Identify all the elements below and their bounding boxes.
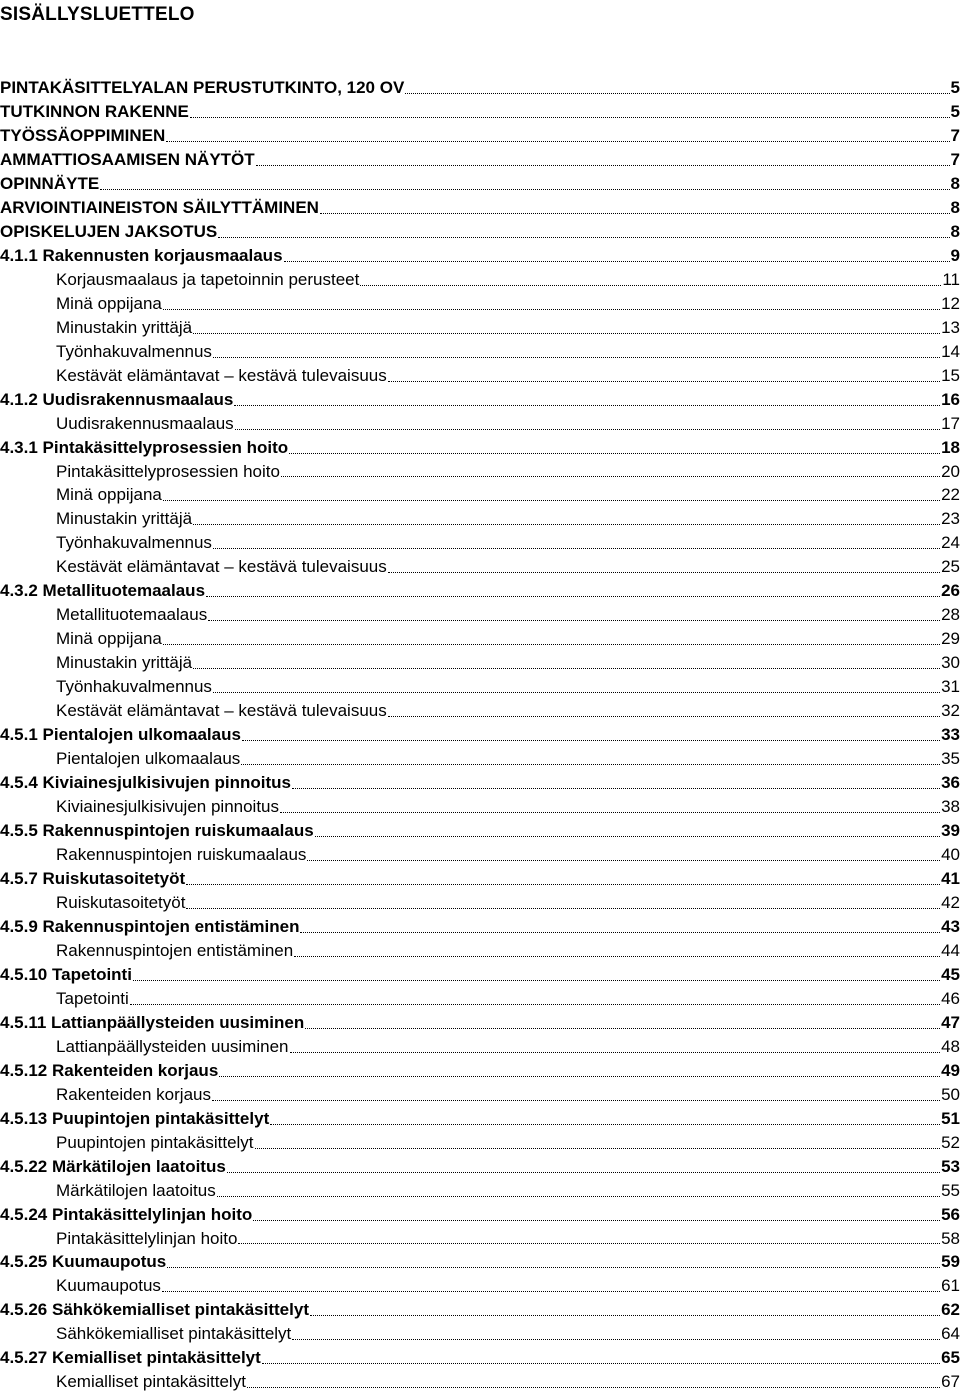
toc-entry-page-number: 32 bbox=[941, 701, 960, 721]
toc-entry-label: 4.5.27 Kemialliset pintakäsittelyt bbox=[0, 1348, 261, 1368]
dot-leader bbox=[290, 1052, 941, 1053]
toc-entry-page-number: 47 bbox=[941, 1012, 960, 1032]
toc-entry-page-number: 5 bbox=[950, 78, 960, 97]
toc-entry-label: 4.5.11 Lattianpäällysteiden uusiminen bbox=[0, 1012, 305, 1032]
toc-entry[interactable] bbox=[0, 268, 960, 292]
toc-entry[interactable] bbox=[0, 1083, 960, 1107]
toc-entry-label: 4.5.22 Märkätilojen laatoitus bbox=[0, 1156, 226, 1176]
toc-entry-page-number: 23 bbox=[941, 509, 960, 529]
toc-entry[interactable] bbox=[0, 412, 960, 436]
toc-entry-page-number: 44 bbox=[941, 940, 960, 960]
toc-entry-page-number: 55 bbox=[941, 1180, 960, 1200]
dot-leader bbox=[218, 237, 949, 238]
dot-leader bbox=[305, 1028, 940, 1029]
toc-entry-label: 4.5.10 Tapetointi bbox=[0, 964, 132, 984]
toc-entry-page-number: 28 bbox=[941, 605, 960, 625]
toc-entry[interactable] bbox=[0, 460, 960, 484]
toc-entry[interactable] bbox=[0, 1274, 960, 1298]
toc-list bbox=[0, 76, 960, 1394]
toc-entry-page-number: 36 bbox=[941, 773, 960, 793]
toc-entry[interactable] bbox=[0, 1179, 960, 1203]
toc-entry[interactable] bbox=[0, 1298, 960, 1322]
toc-entry-page-number: 5 bbox=[950, 101, 960, 121]
dot-leader bbox=[307, 860, 940, 861]
toc-entry-label: PINTAKÄSITTELYALAN PERUSTUTKINTO, 120 OV bbox=[0, 78, 405, 97]
toc-entry[interactable] bbox=[0, 867, 960, 891]
dot-leader bbox=[193, 333, 940, 334]
toc-entry[interactable] bbox=[0, 1107, 960, 1131]
toc-entry-page-number: 31 bbox=[941, 677, 960, 697]
dot-leader bbox=[163, 309, 940, 310]
toc-entry-label: 4.5.1 Pientalojen ulkomaalaus bbox=[0, 725, 241, 745]
toc-entry[interactable] bbox=[0, 1322, 960, 1346]
toc-entry-page-number: 18 bbox=[941, 437, 960, 457]
toc-entry[interactable] bbox=[0, 1011, 960, 1035]
dot-leader bbox=[193, 668, 940, 669]
toc-entry-label: Märkätilojen laatoitus bbox=[56, 1180, 216, 1200]
toc-entry-label: 4.5.4 Kiviainesjulkisivujen pinnoitus bbox=[0, 773, 291, 793]
toc-entry-label: Minä oppijana bbox=[56, 293, 162, 313]
toc-entry-label: Sähkökemialliset pintakäsittelyt bbox=[56, 1324, 292, 1344]
toc-entry[interactable] bbox=[0, 340, 960, 364]
dot-leader bbox=[166, 141, 949, 142]
toc-entry[interactable] bbox=[0, 627, 960, 651]
toc-entry-label: Kestävät elämäntavat – kestävä tulevaisuus bbox=[56, 365, 387, 385]
toc-entry-page-number: 14 bbox=[941, 341, 960, 361]
toc-entry-page-number: 65 bbox=[941, 1348, 960, 1368]
toc-entry[interactable] bbox=[0, 507, 960, 531]
dot-leader bbox=[206, 596, 940, 597]
toc-entry-label: 4.5.5 Rakennuspintojen ruiskumaalaus bbox=[0, 821, 314, 841]
toc-entry-label: 4.3.2 Metallituotemaalaus bbox=[0, 581, 206, 601]
dot-leader bbox=[270, 1124, 940, 1125]
toc-entry-page-number: 39 bbox=[941, 821, 960, 841]
toc-entry-page-number: 24 bbox=[941, 533, 960, 553]
toc-entry-page-number: 53 bbox=[941, 1156, 960, 1176]
dot-leader bbox=[234, 405, 940, 406]
dot-leader bbox=[186, 884, 940, 885]
dot-leader bbox=[300, 932, 940, 933]
toc-entry[interactable] bbox=[0, 316, 960, 340]
toc-entry-label: Lattianpäällysteiden uusiminen bbox=[56, 1036, 289, 1056]
dot-leader bbox=[388, 381, 940, 382]
toc-entry-label: Kestävät elämäntavat – kestävä tulevaisuus bbox=[56, 557, 387, 577]
toc-entry-label: OPINNÄYTE bbox=[0, 173, 100, 193]
toc-entry[interactable] bbox=[0, 1370, 960, 1394]
toc-entry[interactable] bbox=[0, 172, 960, 196]
toc-entry[interactable] bbox=[0, 723, 960, 747]
toc-entry-label: Minä oppijana bbox=[56, 629, 162, 649]
toc-entry-page-number: 29 bbox=[941, 629, 960, 649]
toc-entry-label: AMMATTIOSAAMISEN NÄYTÖT bbox=[0, 149, 255, 169]
dot-leader bbox=[133, 980, 940, 981]
dot-leader bbox=[320, 213, 950, 214]
dot-leader bbox=[186, 908, 940, 909]
toc-entry[interactable] bbox=[0, 220, 960, 244]
dot-leader bbox=[262, 1363, 940, 1364]
toc-entry-label: Minustakin yrittäjä bbox=[56, 509, 193, 529]
toc-entry-page-number: 8 bbox=[950, 173, 960, 193]
toc-entry-label: Minä oppijana bbox=[56, 485, 162, 505]
dot-leader bbox=[241, 764, 940, 765]
toc-entry-label: 4.5.12 Rakenteiden korjaus bbox=[0, 1060, 219, 1080]
dot-leader bbox=[388, 716, 940, 717]
dot-leader bbox=[190, 117, 950, 118]
toc-entry[interactable] bbox=[0, 364, 960, 388]
dot-leader bbox=[292, 788, 940, 789]
dot-leader bbox=[163, 644, 940, 645]
toc-entry[interactable] bbox=[0, 939, 960, 963]
dot-leader bbox=[193, 524, 940, 525]
toc-title: SISÄLLYSLUETTELO bbox=[0, 4, 195, 25]
toc-entry[interactable] bbox=[0, 1131, 960, 1155]
toc-entry-label: Metallituotemaalaus bbox=[56, 605, 208, 625]
dot-leader bbox=[167, 1267, 940, 1268]
toc-entry-page-number: 35 bbox=[941, 749, 960, 769]
toc-entry[interactable] bbox=[0, 795, 960, 819]
toc-entry-label: 4.5.24 Pintakäsittelylinjan hoito bbox=[0, 1204, 253, 1224]
dot-leader bbox=[235, 429, 940, 430]
toc-entry[interactable] bbox=[0, 1155, 960, 1179]
toc-entry-label: Kestävät elämäntavat – kestävä tulevaisuus bbox=[56, 701, 387, 721]
toc-entry-page-number: 12 bbox=[941, 293, 960, 313]
dot-leader bbox=[213, 548, 940, 549]
dot-leader bbox=[217, 1196, 940, 1197]
toc-entry-label: ARVIOINTIAINEISTON SÄILYTTÄMINEN bbox=[0, 197, 319, 217]
dot-leader bbox=[242, 740, 940, 741]
toc-entry-label: Rakennuspintojen entistäminen bbox=[56, 940, 294, 960]
toc-entry-label: 4.5.13 Puupintojen pintakäsittelyt bbox=[0, 1108, 270, 1128]
dot-leader bbox=[227, 1172, 940, 1173]
toc-entry[interactable] bbox=[0, 555, 960, 579]
toc-entry-label: 4.5.9 Rakennuspintojen entistäminen bbox=[0, 916, 300, 936]
toc-entry-page-number: 52 bbox=[941, 1132, 960, 1152]
toc-entry[interactable] bbox=[0, 771, 960, 795]
toc-entry[interactable] bbox=[0, 148, 960, 172]
dot-leader bbox=[256, 165, 950, 166]
dot-leader bbox=[289, 453, 940, 454]
dot-leader bbox=[212, 1100, 940, 1101]
toc-entry-page-number: 46 bbox=[941, 988, 960, 1008]
toc-entry-label: Työnhakuvalmennus bbox=[56, 533, 212, 553]
toc-entry-page-number: 11 bbox=[942, 269, 960, 289]
toc-entry-label: Korjausmaalaus ja tapetoinnin perusteet bbox=[56, 269, 360, 289]
toc-entry-page-number: 8 bbox=[950, 221, 960, 241]
toc-entry[interactable] bbox=[0, 651, 960, 675]
toc-entry[interactable] bbox=[0, 891, 960, 915]
toc-entry-page-number: 48 bbox=[941, 1036, 960, 1056]
dot-leader bbox=[388, 572, 940, 573]
toc-entry[interactable] bbox=[0, 1227, 960, 1251]
toc-entry-page-number: 56 bbox=[941, 1204, 960, 1224]
toc-entry-page-number: 22 bbox=[941, 485, 960, 505]
toc-entry-label: Pintakäsittelyprosessien hoito bbox=[56, 461, 280, 481]
dot-leader bbox=[360, 285, 941, 286]
toc-entry-label: Rakenteiden korjaus bbox=[56, 1084, 211, 1104]
toc-entry[interactable] bbox=[0, 292, 960, 316]
toc-entry[interactable] bbox=[0, 124, 960, 148]
toc-entry-page-number: 58 bbox=[941, 1228, 960, 1248]
toc-entry-page-number: 15 bbox=[941, 365, 960, 385]
toc-entry-page-number: 17 bbox=[941, 413, 960, 433]
toc-entry-page-number: 62 bbox=[941, 1300, 960, 1320]
toc-entry[interactable] bbox=[0, 100, 960, 124]
toc-entry[interactable] bbox=[0, 963, 960, 987]
dot-leader bbox=[162, 1291, 940, 1292]
toc-entry[interactable] bbox=[0, 196, 960, 220]
toc-entry-page-number: 8 bbox=[950, 197, 960, 217]
dot-leader bbox=[208, 620, 940, 621]
dot-leader bbox=[213, 357, 940, 358]
toc-entry[interactable] bbox=[0, 244, 960, 268]
toc-entry-page-number: 67 bbox=[941, 1372, 960, 1392]
toc-entry-label: Puupintojen pintakäsittelyt bbox=[56, 1132, 254, 1152]
dot-leader bbox=[219, 1076, 940, 1077]
toc-entry-page-number: 51 bbox=[941, 1108, 960, 1128]
dot-leader bbox=[163, 500, 940, 501]
dot-leader bbox=[255, 1148, 941, 1149]
toc-entry-page-number: 64 bbox=[941, 1324, 960, 1344]
toc-entry[interactable] bbox=[0, 436, 960, 460]
toc-entry[interactable] bbox=[0, 1203, 960, 1227]
dot-leader bbox=[294, 956, 940, 957]
toc-entry-label: TYÖSSÄOPPIMINEN bbox=[0, 125, 166, 145]
toc-entry-label: Ruiskutasoitetyöt bbox=[56, 892, 186, 912]
toc-entry-label: 4.1.1 Rakennusten korjausmaalaus bbox=[0, 245, 283, 265]
toc-entry-page-number: 42 bbox=[941, 892, 960, 912]
toc-entry-page-number: 40 bbox=[941, 845, 960, 864]
toc-entry-page-number: 33 bbox=[941, 725, 960, 745]
dot-leader bbox=[310, 1315, 940, 1316]
toc-entry[interactable] bbox=[0, 915, 960, 939]
toc-entry-label: Kemialliset pintakäsittelyt bbox=[56, 1372, 246, 1392]
dot-leader bbox=[405, 93, 949, 94]
toc-entry-label: TUTKINNON RAKENNE bbox=[0, 101, 189, 121]
toc-entry[interactable] bbox=[0, 388, 960, 412]
toc-entry-label: Kiviainesjulkisivujen pinnoitus bbox=[56, 797, 280, 817]
dot-leader bbox=[213, 692, 940, 693]
toc-entry-page-number: 7 bbox=[950, 125, 960, 145]
toc-entry[interactable] bbox=[0, 1059, 960, 1083]
toc-entry[interactable] bbox=[0, 675, 960, 699]
dot-leader bbox=[238, 1243, 940, 1244]
toc-entry-label: 4.5.26 Sähkökemialliset pintakäsittelyt bbox=[0, 1300, 309, 1320]
toc-entry-label: Työnhakuvalmennus bbox=[56, 677, 212, 697]
toc-entry-label: Uudisrakennusmaalaus bbox=[56, 413, 234, 433]
toc-entry-page-number: 13 bbox=[941, 317, 960, 337]
toc-entry-label: Rakennuspintojen ruiskumaalaus bbox=[56, 845, 307, 864]
dot-leader bbox=[281, 476, 940, 477]
toc-entry-label: Pintakäsittelylinjan hoito bbox=[56, 1228, 238, 1248]
dot-leader bbox=[280, 812, 940, 813]
toc-entry-label: Pientalojen ulkomaalaus bbox=[56, 749, 241, 769]
dot-leader bbox=[315, 836, 940, 837]
toc-entry[interactable] bbox=[0, 843, 960, 867]
toc-entry-page-number: 26 bbox=[941, 581, 960, 601]
toc-entry[interactable] bbox=[0, 483, 960, 507]
toc-entry-label: OPISKELUJEN JAKSOTUS bbox=[0, 221, 218, 241]
toc-entry-page-number: 49 bbox=[941, 1060, 960, 1080]
dot-leader bbox=[292, 1339, 940, 1340]
toc-entry[interactable] bbox=[0, 819, 960, 843]
dot-leader bbox=[247, 1387, 940, 1388]
toc-entry[interactable] bbox=[0, 76, 960, 100]
toc-entry-page-number: 30 bbox=[941, 653, 960, 673]
toc-entry-page-number: 25 bbox=[941, 557, 960, 577]
toc-entry-page-number: 50 bbox=[941, 1084, 960, 1104]
toc-entry-page-number: 7 bbox=[950, 149, 960, 169]
dot-leader bbox=[284, 261, 950, 262]
toc-entry[interactable] bbox=[0, 603, 960, 627]
toc-entry-page-number: 45 bbox=[941, 964, 960, 984]
toc-entry[interactable] bbox=[0, 1035, 960, 1059]
dot-leader bbox=[130, 1004, 940, 1005]
toc-entry[interactable] bbox=[0, 531, 960, 555]
toc-entry-page-number: 61 bbox=[941, 1276, 960, 1296]
toc-entry-page-number: 38 bbox=[941, 797, 960, 817]
toc-entry-label: Kuumaupotus bbox=[56, 1276, 161, 1296]
toc-entry-label: Minustakin yrittäjä bbox=[56, 317, 193, 337]
toc-entry[interactable] bbox=[0, 987, 960, 1011]
toc-entry-page-number: 20 bbox=[941, 461, 960, 481]
toc-entry[interactable] bbox=[0, 747, 960, 771]
toc-entry[interactable] bbox=[0, 1346, 960, 1370]
toc-entry-label: Tapetointi bbox=[56, 988, 129, 1008]
toc-entry[interactable] bbox=[0, 1250, 960, 1274]
toc-entry-label: 4.1.2 Uudisrakennusmaalaus bbox=[0, 389, 234, 409]
dot-leader bbox=[253, 1220, 940, 1221]
toc-entry-label: Työnhakuvalmennus bbox=[56, 341, 212, 361]
toc-entry-page-number: 59 bbox=[941, 1252, 960, 1272]
toc-entry-page-number: 16 bbox=[941, 389, 960, 409]
toc-entry-label: 4.3.1 Pintakäsittelyprosessien hoito bbox=[0, 437, 289, 457]
toc-entry[interactable] bbox=[0, 699, 960, 723]
toc-entry-page-number: 43 bbox=[941, 916, 960, 936]
toc-entry-page-number: 9 bbox=[950, 245, 960, 265]
toc-entry-page-number: 41 bbox=[941, 868, 960, 888]
toc-entry-label: Minustakin yrittäjä bbox=[56, 653, 193, 673]
toc-entry-label: 4.5.7 Ruiskutasoitetyöt bbox=[0, 868, 186, 888]
toc-entry-label: 4.5.25 Kuumaupotus bbox=[0, 1252, 167, 1272]
toc-entry[interactable] bbox=[0, 579, 960, 603]
dot-leader bbox=[100, 189, 949, 190]
